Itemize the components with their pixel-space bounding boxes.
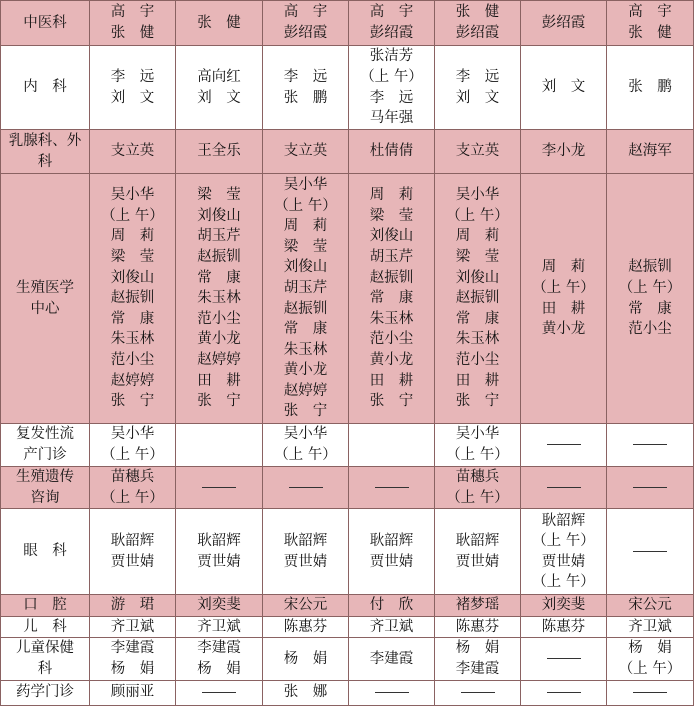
doctor-name: 张 宁 <box>283 403 328 420</box>
doctor-name: 贾世婧 <box>455 553 500 570</box>
doctor-name: 王全乐 <box>197 143 241 160</box>
doctor-name: （上 午） <box>101 447 164 463</box>
schedule-cell <box>349 174 435 424</box>
dash-line <box>461 692 495 693</box>
table-row <box>1 424 694 467</box>
doctor-name: 支立英 <box>283 143 328 160</box>
schedule-cell <box>435 174 521 424</box>
doctor-name: 杨 娟 <box>110 660 155 677</box>
schedule-cell <box>263 46 349 130</box>
department-name: 内 科 <box>23 79 67 96</box>
schedule-cell <box>90 595 176 617</box>
schedule-cell <box>176 680 263 705</box>
schedule-cell <box>90 680 176 705</box>
empty-dash <box>263 477 348 498</box>
schedule-cell <box>349 595 435 617</box>
table-row <box>1 174 694 424</box>
doctor-name: （上 午） <box>618 660 682 677</box>
department-name: 口 腔 <box>23 597 67 614</box>
doctor-name: 陈惠芬 <box>283 618 328 635</box>
schedule-cell <box>607 174 694 424</box>
doctor-name: 赵海军 <box>628 143 672 160</box>
doctor-name: 刘俊山 <box>369 228 414 245</box>
doctor-name: 梁 莹 <box>369 207 414 224</box>
dash-line <box>202 692 236 693</box>
doctor-name: 刘 文 <box>110 89 155 106</box>
doctor-name: 李 远 <box>455 68 500 85</box>
department-name: 儿童保健 <box>16 640 74 657</box>
dash-line <box>633 487 667 488</box>
dash-line <box>633 444 667 445</box>
department-cell <box>1 467 90 509</box>
doctor-name: 游 珺 <box>110 597 155 614</box>
doctor-name: 刘 文 <box>541 79 586 96</box>
schedule-cell <box>176 424 263 467</box>
doctor-name: 贾世婧 <box>110 553 155 570</box>
doctor-name: 顾丽亚 <box>110 684 155 701</box>
schedule-cell <box>435 424 521 467</box>
doctor-name: 赵振钏 <box>628 259 672 276</box>
schedule-cell <box>435 130 521 174</box>
doctor-name: 田 耕 <box>369 372 414 389</box>
schedule-cell <box>607 130 694 174</box>
schedule-cell <box>521 680 607 705</box>
empty-dash <box>349 682 434 703</box>
schedule-cell <box>263 680 349 705</box>
schedule-cell <box>349 680 435 705</box>
schedule-cell <box>176 130 263 174</box>
department-name: 儿 科 <box>23 618 67 635</box>
empty-dash <box>607 682 693 703</box>
doctor-name: 张 健 <box>455 4 500 21</box>
table-row <box>1 467 694 509</box>
doctor-name: 宋公元 <box>628 597 672 614</box>
dash-line <box>289 487 323 488</box>
schedule-cell <box>607 424 694 467</box>
doctor-name: （上 午） <box>446 489 509 506</box>
schedule-cell <box>90 616 176 638</box>
doctor-name: 胡玉芹 <box>197 228 241 245</box>
doctor-name: 赵振钏 <box>283 300 328 317</box>
schedule-cell <box>263 424 349 467</box>
doctor-name: （上 午） <box>532 279 595 296</box>
table-row <box>1 46 694 130</box>
department-cell <box>1 1 90 46</box>
table-row <box>1 130 694 174</box>
doctor-name: （上 午） <box>446 207 509 224</box>
empty-dash <box>435 682 520 703</box>
schedule-cell <box>607 509 694 595</box>
doctor-name: 陈惠芬 <box>541 618 586 635</box>
doctor-name: 齐卫斌 <box>197 618 241 635</box>
doctor-name: 吴小华 <box>110 187 155 204</box>
schedule-cell <box>176 467 263 509</box>
department-name: 中心 <box>30 300 60 317</box>
empty-dash <box>607 435 693 456</box>
schedule-cell <box>90 174 176 424</box>
doctor-name: 宋公元 <box>283 597 328 614</box>
doctor-name: 杜倩倩 <box>369 143 414 160</box>
department-name: 复发性流 <box>16 426 74 443</box>
doctor-name: 周 莉 <box>369 187 414 204</box>
schedule-cell <box>90 638 176 680</box>
doctor-name: 贾世婧 <box>369 553 414 570</box>
doctor-name: 朱玉林 <box>110 331 155 348</box>
doctor-name: 周 莉 <box>110 228 155 245</box>
doctor-name: 张 宁 <box>455 393 500 410</box>
department-cell <box>1 595 90 617</box>
dash-line <box>375 692 409 693</box>
schedule-cell <box>521 1 607 46</box>
schedule-cell <box>176 174 263 424</box>
table-row <box>1 509 694 595</box>
doctor-name: 李建霞 <box>369 650 414 667</box>
doctor-name: 陈惠芬 <box>455 618 500 635</box>
doctor-name: 朱玉林 <box>197 290 241 307</box>
department-name: 乳腺科、外 <box>8 132 82 149</box>
doctor-name: 常 康 <box>369 290 414 307</box>
department-name: 生殖遗传 <box>16 469 74 485</box>
doctor-name: 张 健 <box>197 14 241 31</box>
doctor-name: 李 远 <box>283 68 328 85</box>
doctor-name: 黄小龙 <box>369 351 414 368</box>
department-name: 科 <box>37 660 53 677</box>
schedule-cell <box>263 509 349 595</box>
doctor-name: 赵振钏 <box>110 290 155 307</box>
doctor-name: （上 午） <box>532 533 595 550</box>
schedule-cell <box>521 424 607 467</box>
doctor-name: 苗穗兵 <box>455 469 500 485</box>
schedule-cell <box>176 616 263 638</box>
doctor-name: 付 欣 <box>369 597 414 614</box>
doctor-name: 胡玉芹 <box>283 279 328 296</box>
doctor-name: 赵振钏 <box>369 269 414 286</box>
doctor-name: 吴小华 <box>110 426 155 443</box>
doctor-name: 支立英 <box>110 143 155 160</box>
doctor-name: 高 宇 <box>283 4 328 21</box>
doctor-name: 刘奕斐 <box>541 597 586 614</box>
doctor-name: 彭绍霞 <box>283 25 328 41</box>
schedule-cell <box>90 46 176 130</box>
doctor-name: 周 莉 <box>541 259 586 276</box>
schedule-body <box>1 1 694 706</box>
doctor-name: （上 午） <box>274 197 337 214</box>
table-row <box>1 616 694 638</box>
doctor-name: 梁 莹 <box>283 238 328 255</box>
department-name: 药学门诊 <box>16 684 74 701</box>
schedule-cell <box>263 638 349 680</box>
doctor-name: 张 宁 <box>110 393 155 410</box>
doctor-name: 刘俊山 <box>283 259 328 276</box>
schedule-cell <box>521 467 607 509</box>
doctor-name: 李建霞 <box>197 640 241 657</box>
doctor-name: 黄小龙 <box>197 331 241 348</box>
department-cell <box>1 46 90 130</box>
table-row <box>1 680 694 705</box>
doctor-name: 刘 文 <box>197 89 241 106</box>
schedule-cell <box>521 595 607 617</box>
empty-dash <box>607 541 693 562</box>
schedule-cell <box>263 616 349 638</box>
doctor-name: 赵婷婷 <box>110 372 155 389</box>
table-row <box>1 595 694 617</box>
schedule-cell <box>435 680 521 705</box>
doctor-name: 耿韶辉 <box>541 512 586 529</box>
schedule-cell <box>176 638 263 680</box>
dash-line <box>547 444 581 445</box>
doctor-name: 耿韶辉 <box>369 533 414 550</box>
doctor-name: 范小尘 <box>455 351 500 368</box>
doctor-name: 彭绍霞 <box>369 25 414 41</box>
doctor-name: （上 午） <box>360 68 423 85</box>
schedule-cell <box>349 130 435 174</box>
department-cell <box>1 680 90 705</box>
schedule-cell <box>263 174 349 424</box>
doctor-name: 吴小华 <box>455 426 500 443</box>
schedule-cell <box>349 509 435 595</box>
schedule-cell <box>349 46 435 130</box>
doctor-name: 高向红 <box>197 68 241 85</box>
doctor-name: 苗穗兵 <box>110 469 155 485</box>
schedule-cell <box>349 638 435 680</box>
doctor-name: 李 远 <box>110 68 155 85</box>
doctor-name: 李建霞 <box>455 660 500 677</box>
doctor-name: 常 康 <box>283 321 328 338</box>
doctor-name: 齐卫斌 <box>369 618 414 635</box>
doctor-name: 彭绍霞 <box>455 25 500 41</box>
schedule-cell <box>607 595 694 617</box>
doctor-name: 常 康 <box>197 269 241 286</box>
doctor-name: 杨 娟 <box>197 660 241 677</box>
doctor-name: （上 午） <box>274 447 337 463</box>
doctor-name: 贾世婧 <box>197 553 241 570</box>
department-cell <box>1 509 90 595</box>
schedule-cell <box>521 616 607 638</box>
dash-line <box>375 487 409 488</box>
doctor-name: 高 宇 <box>628 4 672 21</box>
schedule-cell <box>349 467 435 509</box>
doctor-name: 朱玉林 <box>283 341 328 358</box>
empty-dash <box>521 649 606 670</box>
doctor-name: 张 健 <box>628 25 672 41</box>
schedule-cell <box>90 467 176 509</box>
schedule-cell <box>263 130 349 174</box>
schedule-cell <box>176 509 263 595</box>
department-name: 科 <box>37 153 53 170</box>
doctor-name: 刘俊山 <box>110 269 155 286</box>
doctor-name: 梁 莹 <box>110 249 155 266</box>
schedule-cell <box>435 595 521 617</box>
doctor-name: 李小龙 <box>541 143 586 160</box>
schedule-cell <box>521 638 607 680</box>
schedule-cell <box>435 509 521 595</box>
empty-dash <box>176 477 262 498</box>
table-row <box>1 638 694 680</box>
doctor-name: 杨 娟 <box>283 650 328 667</box>
doctor-name: 赵婷婷 <box>283 382 328 399</box>
doctor-name: 黄小龙 <box>283 362 328 379</box>
doctor-name: 高 宇 <box>110 4 155 21</box>
dash-line <box>633 551 667 552</box>
schedule-cell <box>176 595 263 617</box>
doctor-name: 张 宁 <box>369 393 414 410</box>
doctor-name: 张 鹏 <box>628 79 672 96</box>
doctor-name: （上 午） <box>101 207 164 224</box>
doctor-name: 彭绍霞 <box>541 14 586 31</box>
department-cell <box>1 130 90 174</box>
schedule-cell <box>521 509 607 595</box>
dash-line <box>202 487 236 488</box>
department-cell <box>1 616 90 638</box>
schedule-cell <box>435 638 521 680</box>
schedule-cell <box>435 46 521 130</box>
schedule-cell <box>435 467 521 509</box>
doctor-name: 田 耕 <box>455 372 500 389</box>
schedule-cell <box>349 1 435 46</box>
schedule-cell <box>176 1 263 46</box>
doctor-name: 范小尘 <box>110 351 155 368</box>
department-cell <box>1 638 90 680</box>
department-cell <box>1 424 90 467</box>
empty-dash <box>521 435 606 456</box>
doctor-name: 张 娜 <box>283 684 328 701</box>
doctor-name: （上 午） <box>101 489 164 506</box>
schedule-cell <box>521 130 607 174</box>
doctor-name: 支立英 <box>455 143 500 160</box>
doctor-name: 周 莉 <box>455 228 500 245</box>
doctor-name: 吴小华 <box>283 176 328 193</box>
schedule-cell <box>90 424 176 467</box>
doctor-name: 梁 莹 <box>455 249 500 266</box>
doctor-name: 周 莉 <box>283 218 328 235</box>
empty-dash <box>349 477 434 498</box>
doctor-name: 齐卫斌 <box>110 618 155 635</box>
doctor-name: 李建霞 <box>110 640 155 657</box>
doctor-name: 常 康 <box>455 310 500 327</box>
department-cell <box>1 174 90 424</box>
doctor-name: 朱玉林 <box>455 331 500 348</box>
doctor-name: 范小尘 <box>628 321 672 338</box>
schedule-cell <box>90 509 176 595</box>
schedule-cell <box>349 424 435 467</box>
doctor-name: 黄小龙 <box>541 321 586 338</box>
doctor-name: 张 宁 <box>197 393 241 410</box>
table-row <box>1 1 694 46</box>
doctor-name: 常 康 <box>628 300 672 317</box>
doctor-name: 高 宇 <box>369 4 414 21</box>
doctor-name: 马年强 <box>369 110 414 127</box>
schedule-cell <box>90 1 176 46</box>
schedule-cell <box>607 680 694 705</box>
doctor-name: 刘 文 <box>455 89 500 106</box>
doctor-name: 张洁芳 <box>369 48 414 65</box>
doctor-name: 范小尘 <box>369 331 414 348</box>
doctor-name: 赵振钏 <box>197 249 241 266</box>
doctor-name: 刘俊山 <box>455 269 500 286</box>
dash-line <box>547 487 581 488</box>
doctor-name: 齐卫斌 <box>628 618 672 635</box>
department-name: 中医科 <box>23 14 67 31</box>
doctor-name: 褚梦瑶 <box>455 597 500 614</box>
schedule-cell <box>607 638 694 680</box>
doctor-name: 刘俊山 <box>197 207 241 224</box>
doctor-name: 吴小华 <box>455 187 500 204</box>
doctor-name: （上 午） <box>618 279 682 296</box>
doctor-name: 朱玉林 <box>369 310 414 327</box>
doctor-name: 杨 娟 <box>628 640 672 657</box>
empty-dash <box>176 682 262 703</box>
doctor-name: 耿韶辉 <box>110 533 155 550</box>
schedule-cell <box>90 130 176 174</box>
schedule-cell <box>607 1 694 46</box>
department-name: 生殖医学 <box>16 279 74 296</box>
schedule-cell <box>263 1 349 46</box>
schedule-cell <box>176 46 263 130</box>
empty-dash <box>521 477 606 498</box>
doctor-name: 李 远 <box>369 89 414 106</box>
doctor-name: 赵婷婷 <box>197 351 241 368</box>
doctor-name: （上 午） <box>446 447 509 463</box>
doctor-name: 范小尘 <box>197 310 241 327</box>
schedule-cell <box>263 467 349 509</box>
schedule-cell <box>349 616 435 638</box>
schedule-cell <box>263 595 349 617</box>
doctor-name: 赵振钏 <box>455 290 500 307</box>
schedule-cell <box>521 46 607 130</box>
doctor-name: 胡玉芹 <box>369 249 414 266</box>
dash-line <box>547 658 581 659</box>
doctor-name: 耿韶辉 <box>455 533 500 550</box>
dash-line <box>547 692 581 693</box>
doctor-name: 贾世婧 <box>541 553 586 570</box>
schedule-cell <box>607 46 694 130</box>
doctor-name: 刘奕斐 <box>197 597 241 614</box>
schedule-cell <box>521 174 607 424</box>
department-name: 眼 科 <box>23 543 67 560</box>
empty-dash <box>607 477 693 498</box>
doctor-name: 张 健 <box>110 25 155 41</box>
schedule-cell <box>435 1 521 46</box>
schedule-cell <box>435 616 521 638</box>
schedule-cell <box>607 467 694 509</box>
doctor-name: 田 耕 <box>541 300 586 317</box>
department-name: 产门诊 <box>23 447 67 463</box>
doctor-name: 吴小华 <box>283 426 328 443</box>
doctor-name: 杨 娟 <box>455 640 500 657</box>
department-name: 咨询 <box>30 489 60 506</box>
doctor-name: 张 鹏 <box>283 89 328 106</box>
dash-line <box>633 692 667 693</box>
empty-dash <box>521 682 606 703</box>
doctor-name: 贾世婧 <box>283 553 328 570</box>
doctor-name: 耿韶辉 <box>197 533 241 550</box>
doctor-name: 常 康 <box>110 310 155 327</box>
doctor-name: 梁 莹 <box>197 187 241 204</box>
doctor-name: 田 耕 <box>197 372 241 389</box>
schedule-cell <box>607 616 694 638</box>
doctor-name: （上 午） <box>532 574 595 591</box>
doctor-name: 耿韶辉 <box>283 533 328 550</box>
